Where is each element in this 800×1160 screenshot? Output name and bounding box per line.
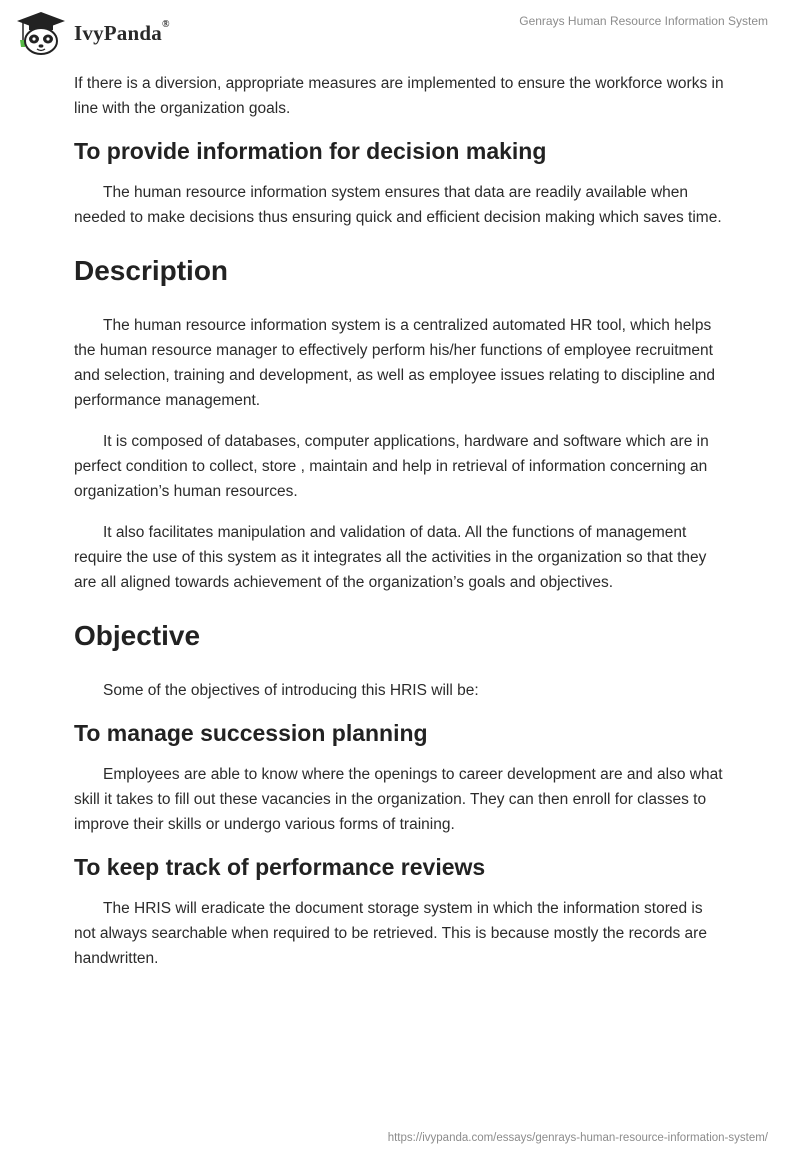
heading-objective: Objective (74, 620, 201, 651)
paragraph-objective-intro: Some of the objectives of introducing this HRIS will be: (103, 682, 479, 699)
source-url[interactable]: https://ivypanda.com/essays/genrays-human-resource-information-system/ (387, 1132, 768, 1144)
heading-decision-making: To provide information for decision making (74, 138, 547, 164)
paragraph-description-1: The human resource information system is a centralized automated HR tool, which helps the human resource manager to effectively perform his/her functions of employee recruitment and selection, training and development, as well as employee issues relating to discipline and performance management. (74, 317, 716, 409)
heading-description: Description (74, 255, 229, 286)
paragraph-decision-making: The human resource information system ensures that data are readily available when needed to make decisions thus ensuring quick and efficient decision making which saves time. (74, 184, 722, 226)
brand-name: IvyPanda® (74, 18, 170, 45)
paragraph-performance-reviews: The HRIS will eradicate the document storage system in which the information stored is not always searchable when required to be retrieved. This is because mostly the records are handwritten. (74, 900, 707, 967)
heading-succession-planning: To manage succession planning (74, 720, 428, 746)
paragraph-description-3: It also facilitates manipulation and validation of data. All the functions of management require the use of this system as it integrates all the activities in the organization so that they are all aligned towards achievement of the organization’s goals and objectives. (74, 524, 707, 591)
panda-graduation-icon (14, 10, 68, 56)
heading-performance-reviews: To keep track of performance reviews (74, 854, 486, 880)
paragraph-description-2: It is composed of databases, computer applications, hardware and software which are in perfect condition to collect, store , maintain and help in retrieval of information concerning an organization’s human resources. (74, 433, 709, 500)
paragraph-diversion: If there is a diversion, appropriate measures are implemented to ensure the workforce works in line with the organization goals. (74, 75, 724, 117)
brand-logo[interactable] (14, 10, 170, 56)
article-body (74, 71, 726, 987)
document-title: Genrays Human Resource Information System (519, 14, 768, 28)
paragraph-succession-planning: Employees are able to know where the openings to career development are and also what skill it takes to fill out these vacancies in the organization. They can then enroll for classes to improve their skills or undergo various forms of training. (74, 766, 723, 833)
